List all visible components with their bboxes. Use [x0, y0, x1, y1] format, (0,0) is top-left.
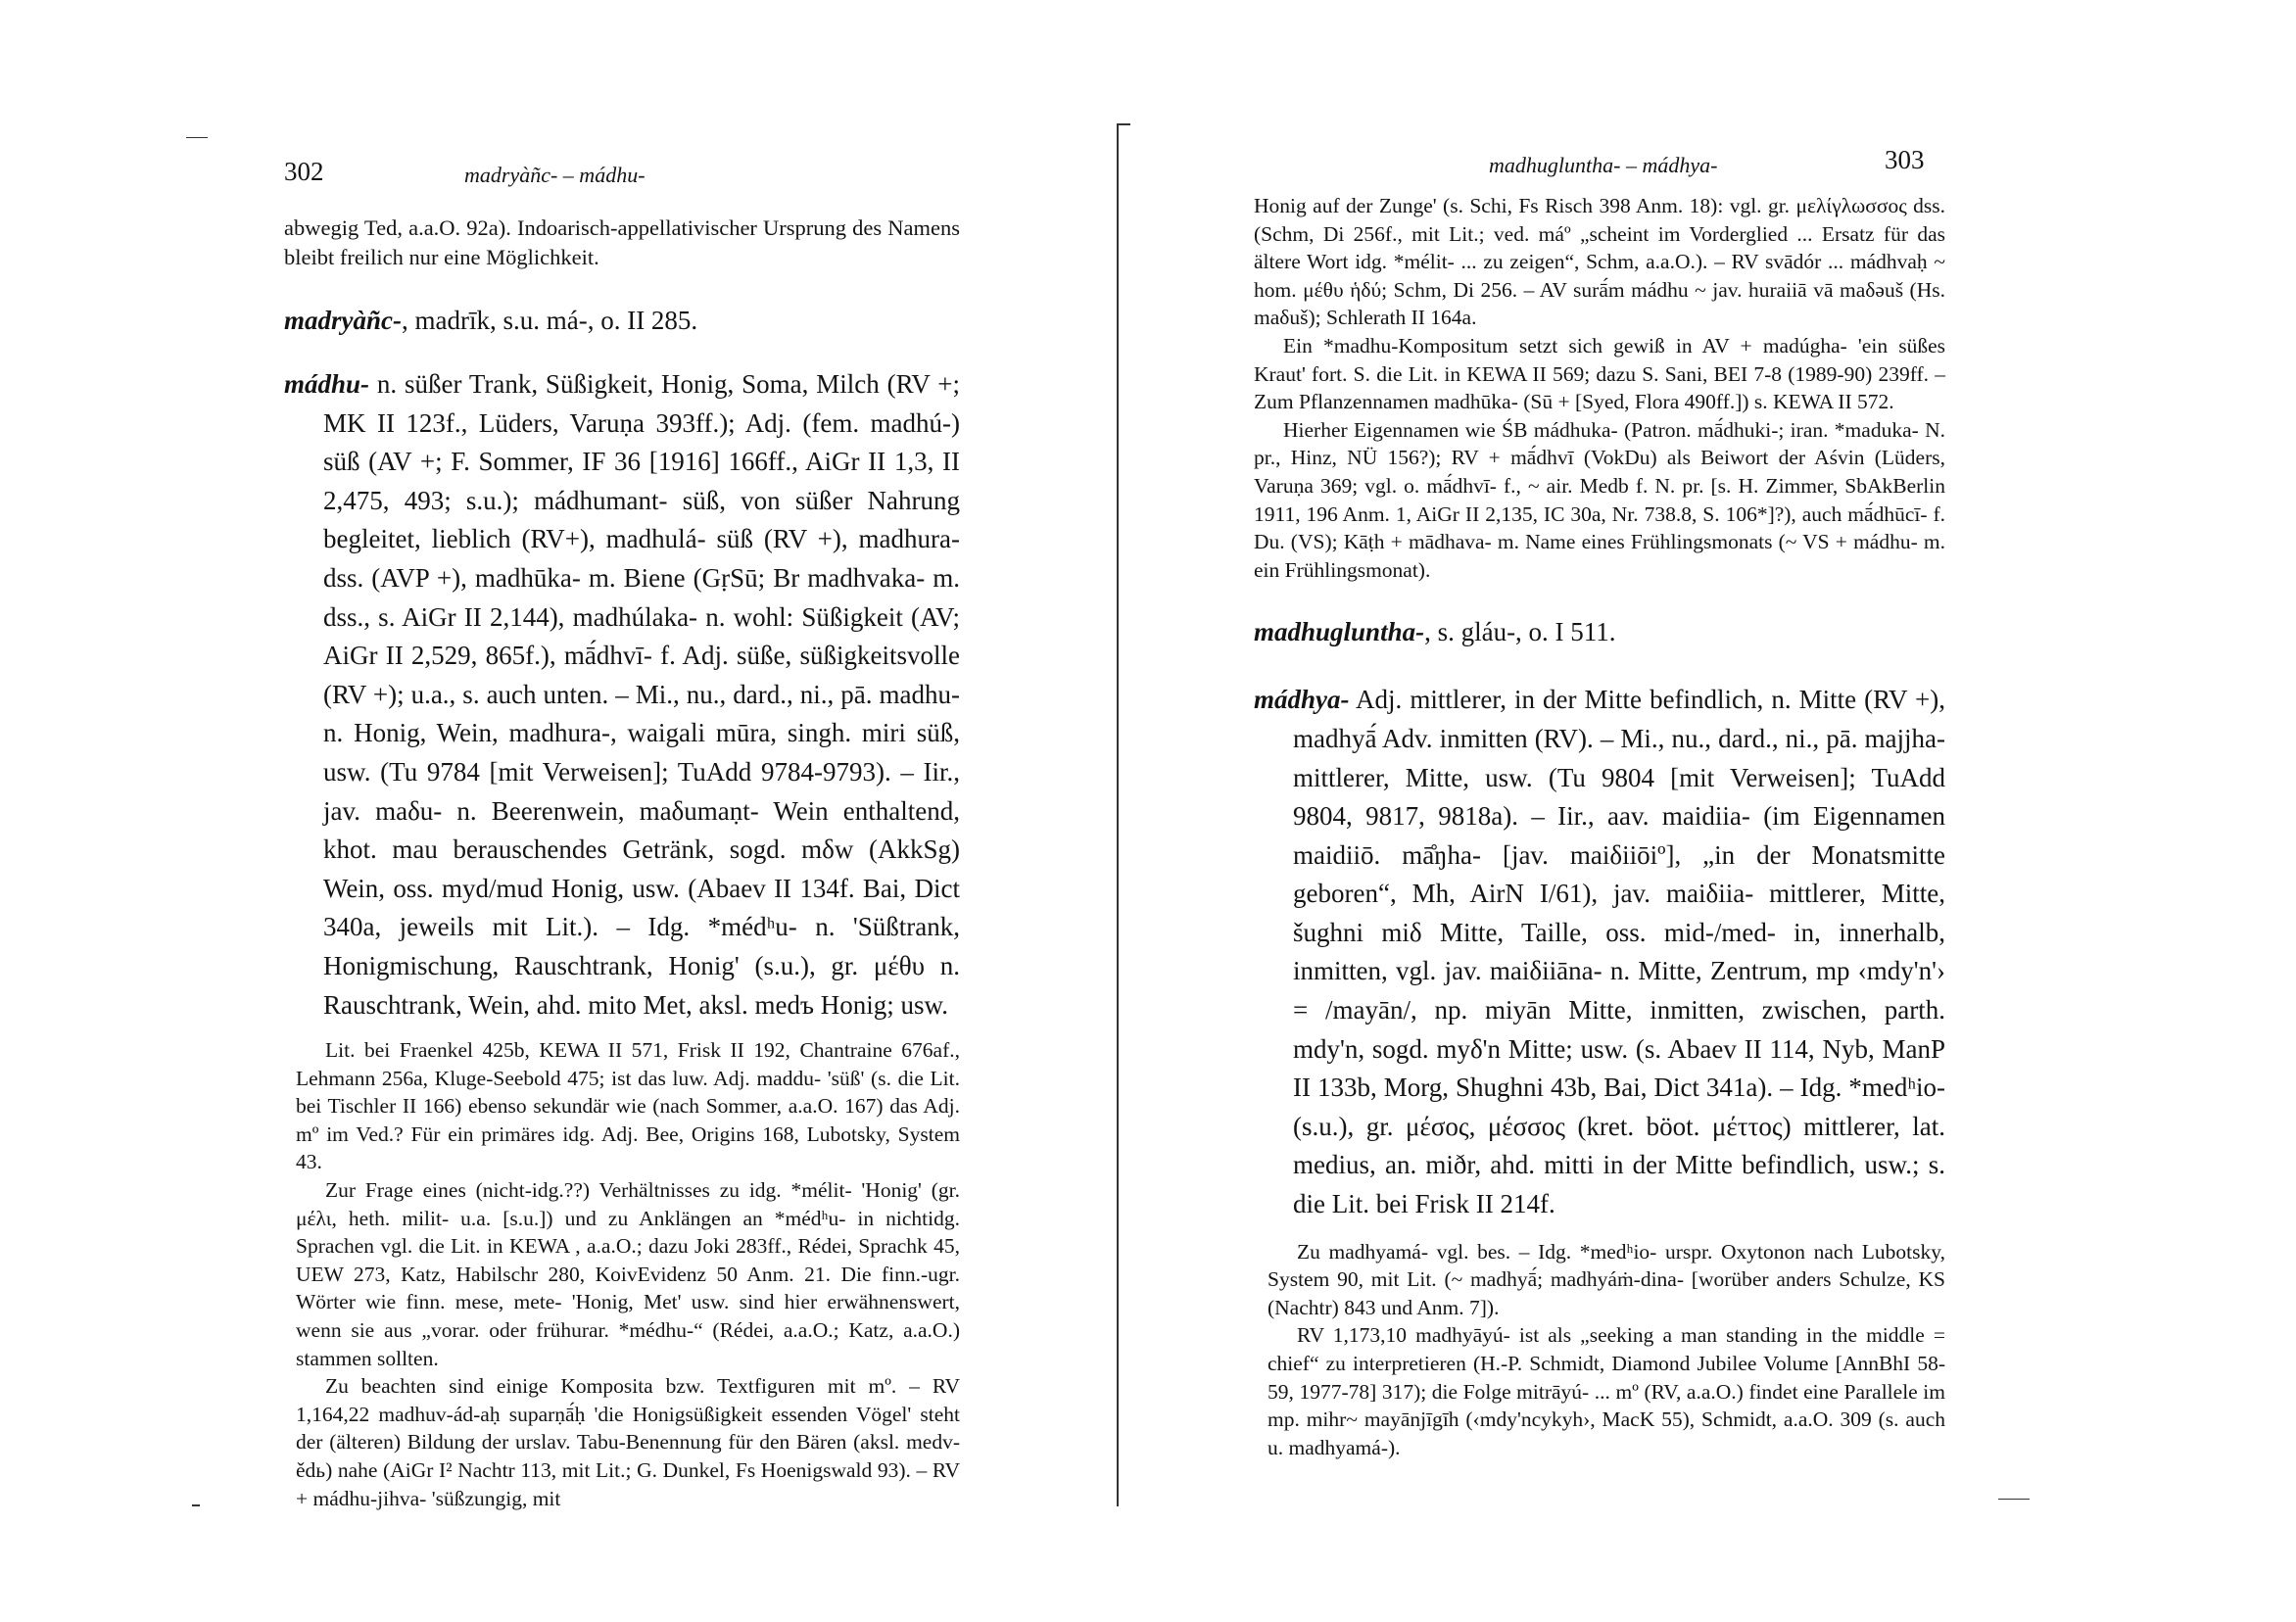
- running-title: madryàñc- – mádhu-: [464, 163, 646, 187]
- entry-lemma: mádhu-: [284, 369, 370, 399]
- running-title: madhugluntha- – mádhya-: [1489, 153, 1718, 177]
- entry-text: n. süßer Trank, Süßigkeit, Honig, Soma, Milch (RV +; MK II 123f., Lüders, Varuṇa 393ff.); Adj. (fem. madhú-) süß (AV +; F. Sommer, IF 36 [1916] 166ff., AiGr II 1,3, II 2,475, 493; s.u.); mádhumant- süß, von süßer Nahrung begleitet, lieblich (RV+), madhulá- süß (RV +), madhura- dss. (AVP +), madhūka- m. Biene (GṛSū; Br madhvaka- m. dss., s. AiGr II 2,144), madhúlaka- n. wohl: Süßigkeit (AV; AiGr II 2,529, 865f.), mā́dhvī- f. Adj. süße, süßigkeitsvolle (RV +); u.a., s. auch unten. – Mi., nu., dard., ni., pā. madhu- n. Honig, Wein, madhura-, waigali mūra, singh. miri süß, usw. (Tu 9784 [mit Verweisen]; TuAdd 9784-9793). – Iir., jav. maδu- n. Beerenwein, maδumaṇt- Wein enthaltend, khot. mau berauschendes Getränk, sogd. mδw (AkkSg) Wein, oss. myd/mud Honig, usw. (Abaev II 134f. Bai, Dict 340a, jeweils mit Lit.). – Idg. *médʰu- n. 'Süßtrank, Honigmischung, Rauschtrank, Honig' (s.u.), gr. μέθυ n. Rauschtrank, Wein, ahd. mito Met, aksl. medъ Honig; usw.: [323, 369, 960, 1020]
- scan-mark: [192, 1504, 200, 1506]
- entry-lemma: madhugluntha-: [1254, 617, 1425, 647]
- page-number: 302: [284, 157, 324, 186]
- note-paragraph: Zur Frage eines (nicht-idg.??) Verhältnisses zu idg. *mélit- 'Honig' (gr. μέλι, heth. milit- u.a. [s.u.]) und zu Anklängen an *médʰu- in nichtidg. Sprachen vgl. die Lit. in KEWA , a.a.O.; dazu Joki 283ff., Rédei, Sprachk 45, UEW 273, Katz, Habilschr 280, KoivEvidenz 50 Anm. 21. Die finn.-ugr. Wörter wie finn. mese, mete- 'Honig, Met' usw. sind hier erwähnenswert, wenn sie aus „vorar. oder frühurar. *médhu-“ (Rédei, a.a.O.; Katz, a.a.O.) stammen sollten.: [296, 1178, 960, 1370]
- dictionary-entry: [1254, 613, 1945, 651]
- dictionary-entry: [284, 365, 960, 1025]
- note-paragraph: Lit. bei Fraenkel 425b, KEWA II 571, Frisk II 192, Chantraine 676af., Lehmann 256a, Kluge-Seebold 475; ist das luw. Adj. maddu- 'süß' (s. die Lit. bei Tischler II 166) ebenso sekundär wie (nach Sommer, a.a.O. 167) das Adj. mº im Ved.? Für ein primäres idg. Adj. Bee, Origins 168, Lubotsky, System 43.: [296, 1038, 960, 1174]
- entry-text: , madrīk, s.u. má-, o. II 285.: [401, 306, 698, 335]
- entry-lemma: mádhya-: [1254, 685, 1350, 715]
- note-paragraph: Honig auf der Zunge' (s. Schi, Fs Risch 398 Anm. 18): vgl. gr. μελίγλωσσος dss. (Schm, Di 256f., mit Lit.; ved. máº „scheint im Vorderglied ... Ersatz für das ältere Wort idg. *mélit- ... zu zeigen“, Schm, a.a.O.). – RV svādór ... mádhvaḥ ~ hom. μέθυ ἡδύ; Schm, Di 256. – AV surā́m mádhu ~ jav. huraiiā vā maδəuš (Hs. maδuš); Schlerath II 164a.: [1254, 194, 1945, 330]
- note-paragraph: Ein *madhu-Kompositum setzt sich gewiß in AV + madúgha- 'ein süßes Kraut' fort. S. die Lit. in KEWA II 569; dazu S. Sani, BEI 7-8 (1989-90) 239ff. – Zum Pflanzennamen madhūka- (Sū + [Syed, Flora 490ff.]) s. KEWA II 572.: [1254, 333, 1945, 414]
- entry-lemma: madryàñc-: [284, 306, 402, 335]
- scan-mark: [1117, 125, 1119, 1506]
- dictionary-entry: [1254, 681, 1945, 1223]
- right-body: [1254, 192, 1945, 1461]
- left-header: [284, 157, 754, 187]
- page-number: 303: [1885, 145, 1925, 174]
- paragraph: abwegig Ted, a.a.O. 92a). Indoarisch-appellativischer Ursprung des Namens bleibt freilich nur eine Möglichkeit.: [284, 215, 960, 269]
- scan-mark: [1998, 1499, 2030, 1500]
- left-body: [284, 214, 960, 1512]
- note-paragraph: Hierher Eigennamen wie ŚB mádhuka- (Patron. mā́dhuki-; iran. *maduka- N. pr., Hinz, NÜ 156?); RV + mā́dhvī (VokDu) als Beiwort der Aśvin (Lüders, Varuṇa 369; vgl. o. mā́dhvī- f., ~ air. Medb f. N. pr. [s. H. Zimmer, SbAkBerlin 1911, 196 Anm. 1, AiGr II 2,135, IC 30a, Nr. 738.8, S. 106*]?), auch mā́dhūcī- f. Du. (VS); Kāṭh + mādhava- m. Name eines Frühlingsmonats (~ VS + mádhu- m. ein Frühlingsmonat).: [1254, 417, 1945, 582]
- scan-mark: [1117, 123, 1130, 125]
- dictionary-entry: [284, 302, 960, 340]
- note-paragraph: Zu madhyamá- vgl. bes. – Idg. *medʰio- urspr. Oxytonon nach Lubotsky, System 90, mit Lit. (~ madhyā́; madhyáṁ-dina- [worüber anders Schulze, KS (Nachtr) 843 und Anm. 7]).: [1268, 1239, 1945, 1319]
- scan-mark: [186, 137, 208, 138]
- note-paragraph: Zu beachten sind einige Komposita bzw. Textfiguren mit mº. – RV 1,164,22 madhuv-ád-aḥ suparṇā́ḥ 'die Honigsüßigkeit essenden Vögel' steht der (älteren) Bildung der urslav. Tabu-Benennung für den Bären (aksl. medv-ědь) nahe (AiGr I² Nachtr 113, mit Lit.; G. Dunkel, Fs Hoenigswald 93). – RV + mádhu-jihva- 'süßzungig, mit: [296, 1374, 960, 1510]
- note-paragraph: RV 1,173,10 madhyāyú- ist als „seeking a man standing in the middle = chief“ zu interpretieren (H.-P. Schmidt, Diamond Jubilee Volume [AnnBhI 58-59, 1977-78] 317); die Folge mitrāyú- ... mº (RV, a.a.O.) findet eine Parallele im mp. mihr~ mayānjīgīh (‹mdy'ncykyh›, MacK 55), Schmidt, a.a.O. 309 (s. auch u. madhyamá-).: [1268, 1323, 1945, 1459]
- entry-text: Adj. mittlerer, in der Mitte befindlich, n. Mitte (RV +), madhyā́ Adv. inmitten (RV). – Mi., nu., dard., ni., pā. majjha- mittlerer, Mitte, usw. (Tu 9804 [mit Verweisen]; TuAdd 9804, 9817, 9818a). – Iir., aav. maidiia- (im Eigennamen maidiiō. mā̊ŋha- [jav. maiδiiōiº], „in der Monatsmitte geboren“, Mh, AirN I/61), jav. maiδiia- mittlerer, Mitte, šughni miδ Mitte, Taille, oss. mid-/med- in, innerhalb, inmitten, vgl. jav. maiδiiāna- n. Mitte, Zentrum, mp ‹mdy'n'› = /mayān/, np. miyān Mitte, inmitten, zwischen, parth. mdy'n, sogd. myδ'n Mitte; usw. (s. Abaev II 114, Nyb, ManP II 133b, Morg, Shughni 43b, Bai, Dict 341a). – Idg. *medʰio- (s.u.), gr. μέσος, μέσσος (kret. böot. μέττος) mittlerer, lat. medius, an. miðr, ahd. mitti in der Mitte befindlich, usw.; s. die Lit. bei Frisk II 214f.: [1293, 685, 1945, 1219]
- entry-text: , s. gláu-, o. I 511.: [1424, 617, 1616, 647]
